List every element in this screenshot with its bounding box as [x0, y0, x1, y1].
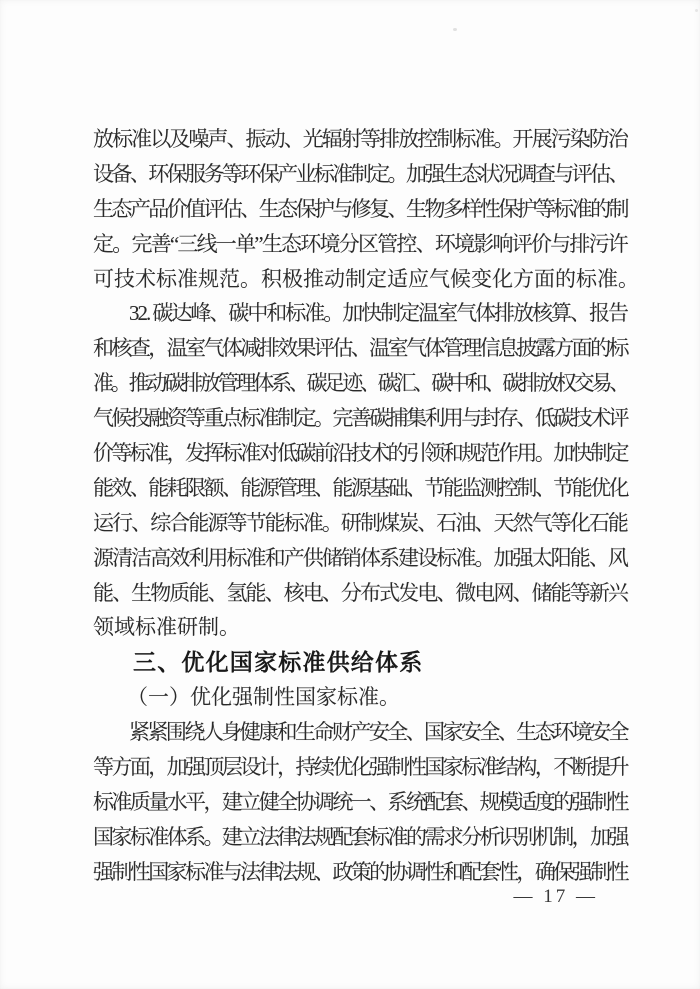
text-line: 紧紧围绕人身健康和生命财产安全、国家安全、生态环境安全 [129, 720, 627, 745]
text-line: 可技术标准规范。积极推动制定适应气候变化方面的标准。 [93, 266, 639, 291]
text-line: 设备、环保服务等环保产业标准制定。加强生态状况调查与评估、 [93, 161, 627, 186]
section-heading: 三、优化国家标准供给体系 [133, 649, 424, 676]
text-line: 国家标准体系。建立法律法规配套标准的需求分析识别机制，加强 [93, 824, 627, 849]
text-line: 标准质量水平，建立健全协调统一、系统配套、规模适度的强制性 [93, 789, 627, 814]
text-line: 放标准以及噪声、振动、光辐射等排放控制标准。开展污染防治 [93, 127, 627, 151]
text-line: 能效、能耗限额、能源管理、能源基础、节能监测控制、节能优化 [93, 475, 627, 500]
text-line: 32. 碳达峰、碳中和标准。加快制定温室气体排放核算、报告 [129, 301, 627, 326]
text-line: 气候投融资等重点标准制定。完善碳捕集利用与封存、低碳技术评 [93, 406, 627, 431]
text-line: 领域标准研制。 [93, 615, 240, 640]
text-line: 源清洁高效利用标准和产供储销体系建设标准。加强太阳能、风 [93, 545, 627, 570]
document-body [93, 122, 639, 890]
text-line: 强制性国家标准与法律法规、政策的协调性和配套性，确保强制性 [93, 859, 627, 884]
scan-speck-icon [453, 28, 457, 31]
text-line: 运行、综合能源等节能标准。研制煤炭、石油、天然气等化石能 [93, 510, 627, 535]
text-line: 等方面，加强顶层设计，持续优化强制性国家标准结构，不断提升 [93, 755, 627, 780]
text-line: 定。完善“三线一单”生态环境分区管控、环境影响评价与排污许 [93, 231, 628, 256]
page-number: — 17 — [513, 886, 598, 907]
text-line: 生态产品价值评估、生态保护与修复、生物多样性保护等标准的制 [93, 196, 627, 221]
text-line: 准。推动碳排放管理体系、碳足迹、碳汇、碳中和、碳排放权交易、 [93, 371, 627, 396]
subsection-heading: （一）优化强制性国家标准。 [127, 685, 400, 710]
text-line: 价等标准，发挥标准对低碳前沿技术的引领和规范作用。加快制定 [93, 441, 627, 466]
text-line: 和核查，温室气体减排效果评估、温室气体管理信息披露方面的标 [93, 336, 627, 361]
text-line: 能、生物质能、氢能、核电、分布式发电、微电网、储能等新兴 [93, 580, 627, 605]
scan-speck-icon [695, 9, 698, 12]
